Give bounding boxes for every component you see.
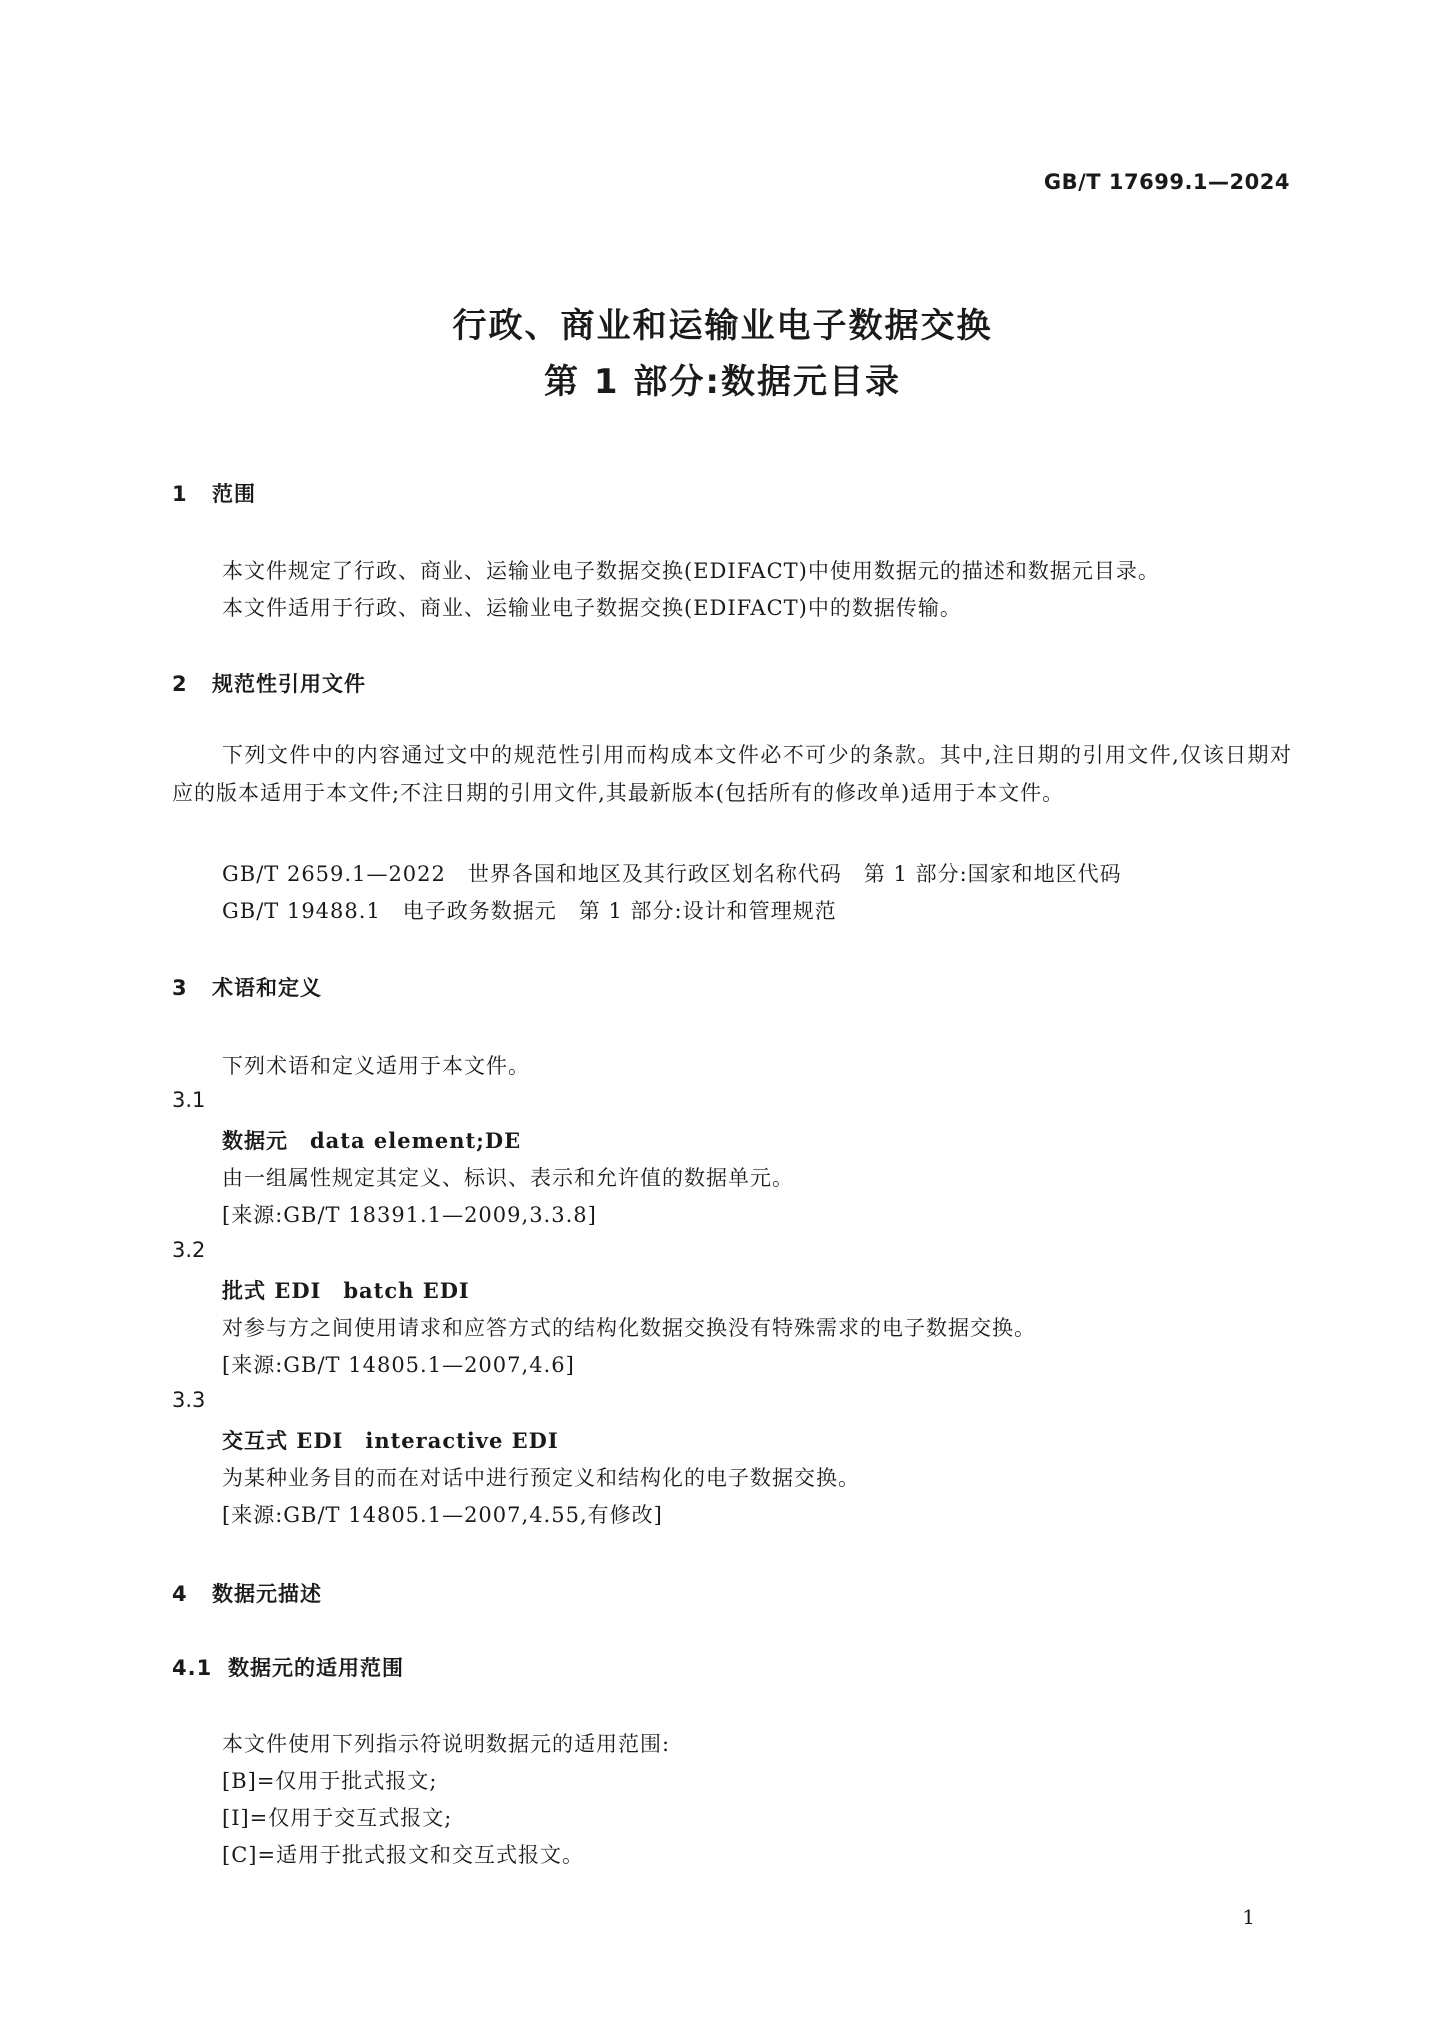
indicator-item: [I]=仅用于交互式报文; bbox=[222, 1806, 453, 1830]
section-heading-normative-references bbox=[172, 668, 366, 698]
term-entry bbox=[222, 1275, 470, 1305]
term-definition: 由一组属性规定其定义、标识、表示和允许值的数据单元。 bbox=[222, 1166, 794, 1190]
scope-paragraph-2: 本文件适用于行政、商业、运输业电子数据交换(EDIFACT)中的数据传输。 bbox=[222, 596, 962, 620]
document-title-line2: 第 1 部分:数据元目录 bbox=[544, 362, 901, 402]
standard-id: GB/T 17699.1—2024 bbox=[1043, 170, 1290, 194]
section-title: 术语和定义 bbox=[212, 976, 322, 1000]
term-number: 3.1 bbox=[172, 1088, 206, 1112]
term-entry bbox=[222, 1425, 559, 1455]
subsection-number: 4.1 bbox=[172, 1656, 213, 1680]
term-number: 3.3 bbox=[172, 1388, 206, 1412]
section-title: 规范性引用文件 bbox=[212, 672, 366, 696]
section-number: 4 bbox=[172, 1582, 188, 1606]
section-title: 范围 bbox=[212, 482, 256, 506]
term-source: [来源:GB/T 14805.1—2007,4.6] bbox=[222, 1353, 575, 1377]
subsection-title: 数据元的适用范围 bbox=[228, 1656, 404, 1680]
indicator-item: [C]=适用于批式报文和交互式报文。 bbox=[222, 1843, 585, 1867]
page-number: 1 bbox=[1242, 1905, 1255, 1929]
term-en: data element;DE bbox=[310, 1128, 522, 1153]
section-number: 1 bbox=[172, 482, 188, 506]
term-source: [来源:GB/T 14805.1—2007,4.55,有修改] bbox=[222, 1503, 663, 1527]
document-title-line1: 行政、商业和运输业电子数据交换 bbox=[452, 306, 993, 346]
reference-item: GB/T 2659.1—2022 世界各国和地区及其行政区划名称代码 第 1 部分:国家和地区代码 bbox=[222, 862, 1122, 886]
section-number: 3 bbox=[172, 976, 188, 1000]
section-number: 2 bbox=[172, 672, 188, 696]
term-entry bbox=[222, 1125, 521, 1155]
section-title: 数据元描述 bbox=[212, 1582, 322, 1606]
section-heading-terms bbox=[172, 972, 322, 1002]
term-en: batch EDI bbox=[343, 1278, 470, 1303]
section-heading-scope bbox=[172, 478, 256, 508]
term-source: [来源:GB/T 18391.1—2009,3.3.8] bbox=[222, 1203, 597, 1227]
reference-item: GB/T 19488.1 电子政务数据元 第 1 部分:设计和管理规范 bbox=[222, 899, 837, 923]
term-zh: 数据元 bbox=[222, 1128, 288, 1153]
section-heading-data-element-description bbox=[172, 1578, 322, 1608]
indicator-intro: 本文件使用下列指示符说明数据元的适用范围: bbox=[222, 1732, 671, 1756]
term-number: 3.2 bbox=[172, 1238, 206, 1262]
indicator-item: [B]=仅用于批式报文; bbox=[222, 1769, 438, 1793]
scope-paragraph-1: 本文件规定了行政、商业、运输业电子数据交换(EDIFACT)中使用数据元的描述和数据元目录。 bbox=[222, 559, 1160, 583]
term-definition: 对参与方之间使用请求和应答方式的结构化数据交换没有特殊需求的电子数据交换。 bbox=[222, 1316, 1036, 1340]
term-zh: 批式 EDI bbox=[222, 1278, 322, 1303]
subsection-heading-scope-of-application bbox=[172, 1652, 404, 1682]
terms-intro: 下列术语和定义适用于本文件。 bbox=[222, 1054, 530, 1078]
term-definition: 为某种业务目的而在对话中进行预定义和结构化的电子数据交换。 bbox=[222, 1466, 860, 1490]
term-zh: 交互式 EDI bbox=[222, 1428, 344, 1453]
references-intro-paragraph: 下列文件中的内容通过文中的规范性引用而构成本文件必不可少的条款。其中,注日期的引用文件,仅该日期对应的版本适用于本文件;不注日期的引用文件,其最新版本(包括所有的修改单)适用于本文件。 bbox=[172, 743, 1292, 805]
term-en: interactive EDI bbox=[365, 1428, 559, 1453]
